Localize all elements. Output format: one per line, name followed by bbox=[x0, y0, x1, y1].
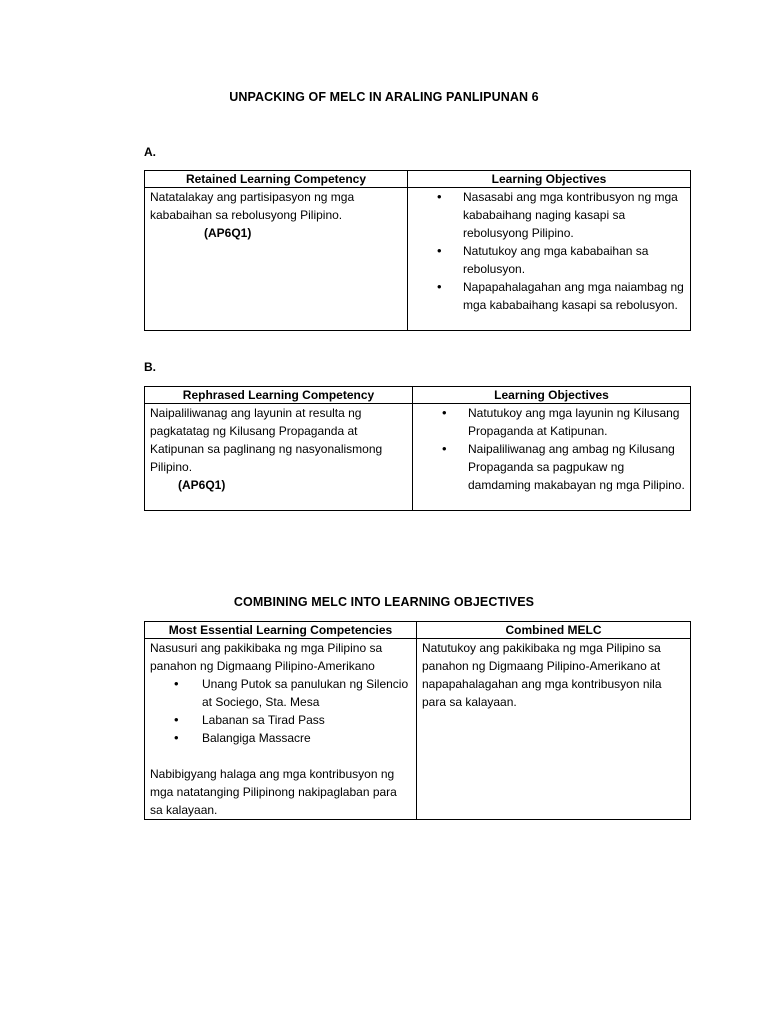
section-a-label: A. bbox=[144, 145, 156, 159]
header-learning-objectives: Learning Objectives bbox=[413, 387, 691, 404]
table-row bbox=[145, 404, 691, 511]
competency-text: Natatalakay ang partisipasyon ng mga kababaihan sa rebolusyong Pilipino. bbox=[150, 190, 355, 222]
objectives-list bbox=[418, 404, 685, 494]
header-learning-objectives: Learning Objectives bbox=[408, 171, 691, 188]
objective-item: • Napapahalagahan ang mga naiambag ng mga kababaihang kasapi sa rebolusyon. bbox=[413, 278, 685, 314]
table-header-row bbox=[145, 387, 691, 404]
events-list bbox=[150, 675, 411, 747]
event-item: • Balangiga Massacre bbox=[150, 729, 411, 747]
combining-title: COMBINING MELC INTO LEARNING OBJECTIVES bbox=[233, 595, 535, 609]
competency-intro: Nasusuri ang pakikibaka ng mga Pilipino sa panahon ng Digmaang Pilipino-Amerikano bbox=[150, 641, 383, 673]
competency-code: (AP6Q1) bbox=[204, 226, 252, 240]
spacer bbox=[150, 747, 411, 765]
combining-table bbox=[144, 621, 691, 820]
table-row bbox=[145, 639, 691, 820]
competency-cell bbox=[145, 404, 413, 511]
objective-item: • Naipaliliwanag ang ambag ng Kilusang Propaganda sa pagpukaw ng damdaming makabayan ng mga Pilipino. bbox=[418, 440, 685, 494]
header-rephrased-competency: Rephrased Learning Competency bbox=[145, 387, 413, 404]
table-header-row bbox=[145, 622, 691, 639]
section-a-table bbox=[144, 170, 691, 331]
section-b-table bbox=[144, 386, 691, 511]
table-row bbox=[145, 188, 691, 331]
competency-code: (AP6Q1) bbox=[178, 478, 226, 492]
competency-second: Nabibigyang halaga ang mga kontribusyon ng mga natatanging Pilipinong nakipaglaban para sa kalayaan. bbox=[150, 767, 397, 817]
competency-cell bbox=[145, 188, 408, 331]
document-title: UNPACKING OF MELC IN ARALING PANLIPUNAN 6 bbox=[229, 90, 539, 104]
combined-text: Natutukoy ang pakikibaka ng mga Pilipino sa panahon ng Digmaang Pilipino-Amerikano at napapahalagahan ang mga kontribusyon nila para sa kalayaan. bbox=[422, 641, 662, 709]
competency-text: Naipaliliwanag ang layunin at resulta ng pagkatatag ng Kilusang Propaganda at Katipunan sa paglinang ng nasyonalismong Pilipino. bbox=[150, 406, 383, 474]
header-essential-competencies: Most Essential Learning Competencies bbox=[145, 622, 417, 639]
objectives-cell bbox=[413, 404, 691, 511]
header-retained-competency: Retained Learning Competency bbox=[145, 171, 408, 188]
table-header-row bbox=[145, 171, 691, 188]
combined-cell bbox=[417, 639, 691, 820]
objective-item: • Natutukoy ang mga layunin ng Kilusang Propaganda at Katipunan. bbox=[418, 404, 685, 440]
section-b-label: B. bbox=[144, 360, 156, 374]
event-item: • Unang Putok sa panulukan ng Silencio at Sociego, Sta. Mesa bbox=[150, 675, 411, 711]
objective-item: • Nasasabi ang mga kontribusyon ng mga kababaihang naging kasapi sa rebolusyong Pilipino. bbox=[413, 188, 685, 242]
header-combined-melc: Combined MELC bbox=[417, 622, 691, 639]
objective-item: • Natutukoy ang mga kababaihan sa rebolusyon. bbox=[413, 242, 685, 278]
event-item: • Labanan sa Tirad Pass bbox=[150, 711, 411, 729]
objectives-cell bbox=[408, 188, 691, 331]
competency-cell bbox=[145, 639, 417, 820]
objectives-list bbox=[413, 188, 685, 314]
